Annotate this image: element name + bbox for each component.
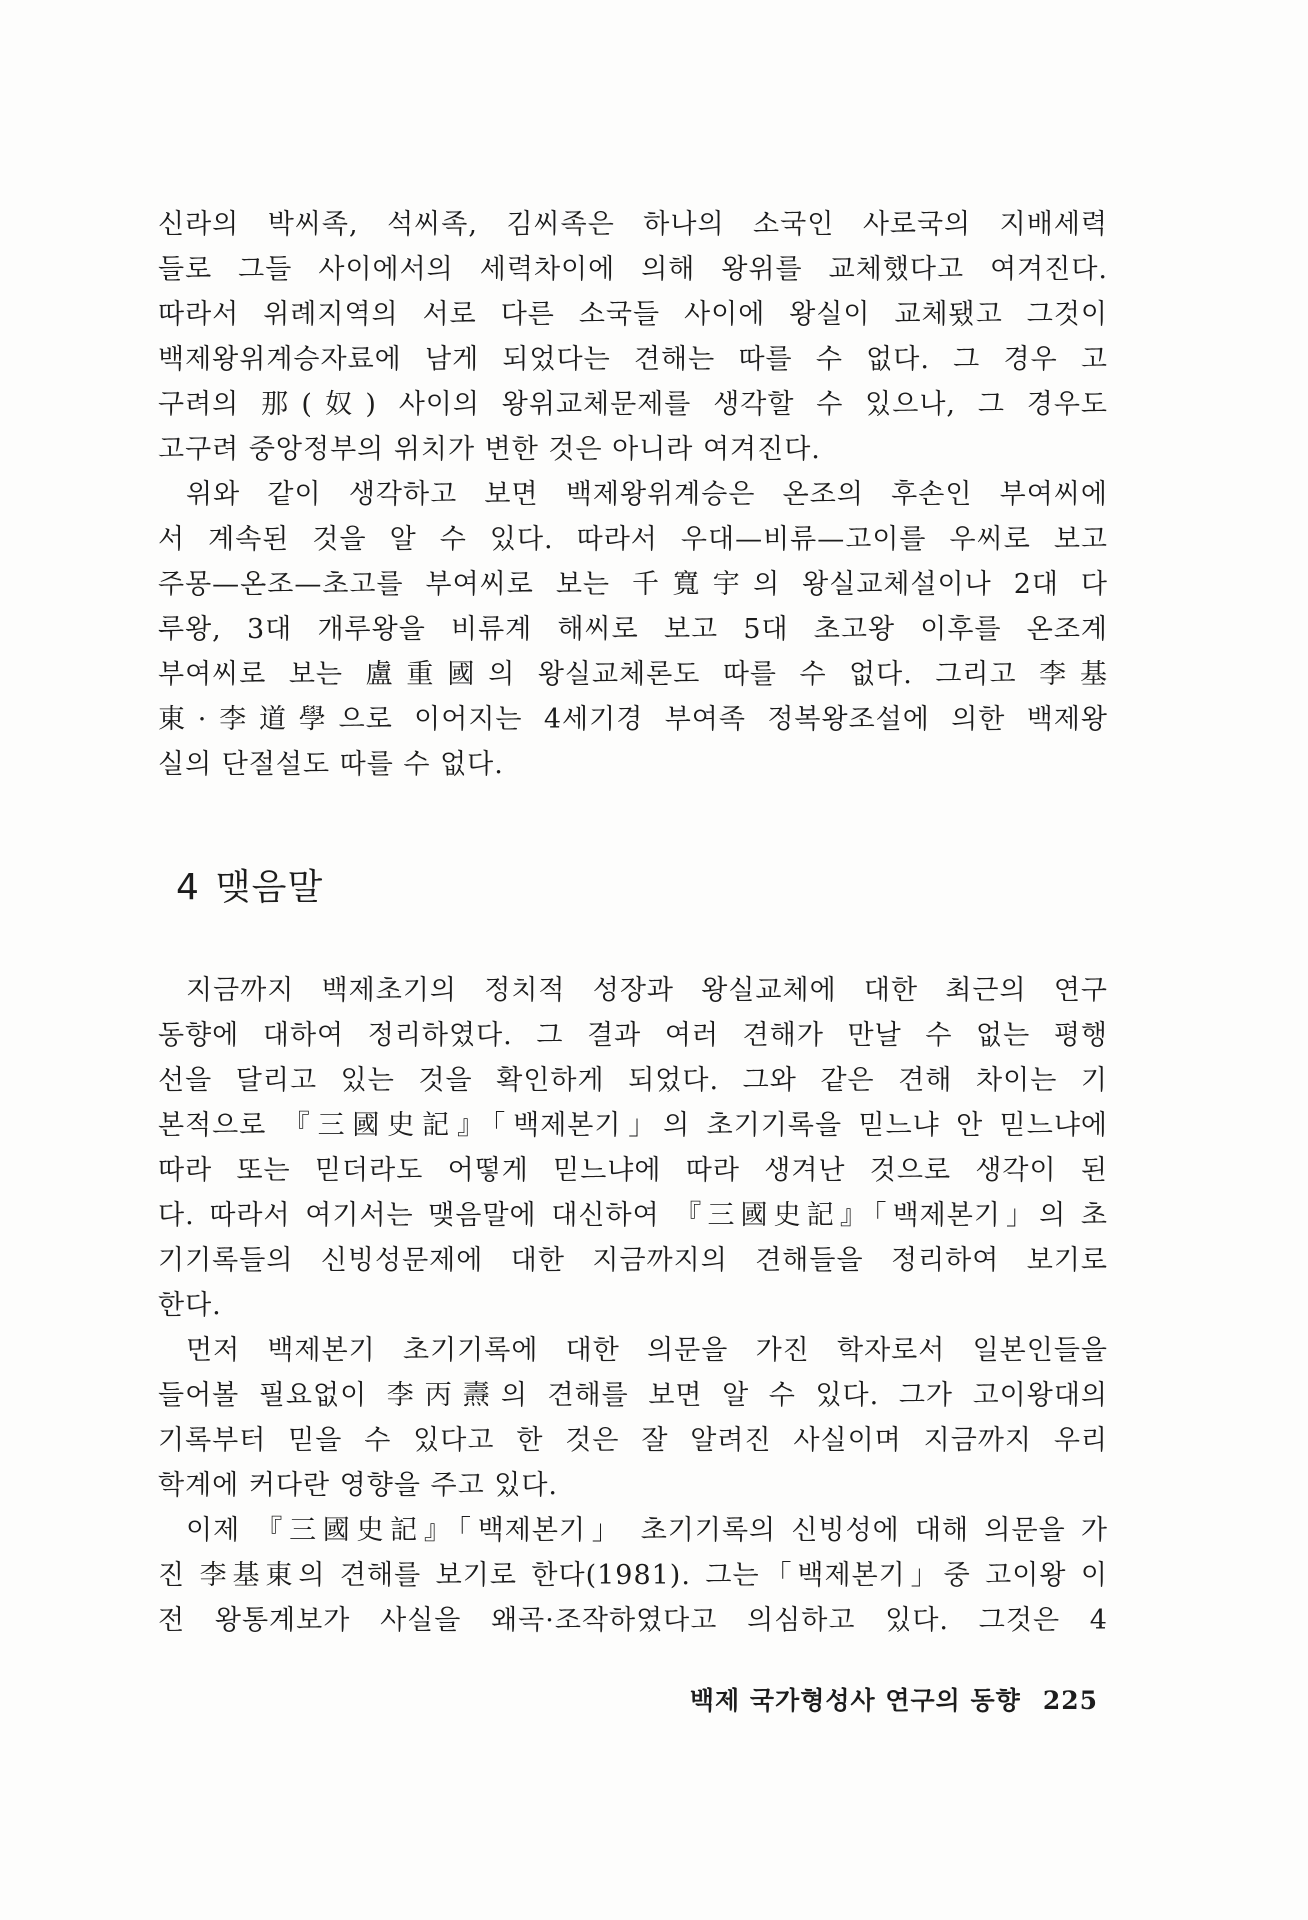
running-title: 백제 국가형성사 연구의 동향 <box>689 1686 1021 1715</box>
body-text-bottom <box>158 968 1108 1643</box>
text-line: 동향에 대하여 정리하였다. 그 결과 여러 견해가 만날 수 없는 평행 <box>158 1020 1108 1051</box>
text-line: 신라의 박씨족, 석씨족, 김씨족은 하나의 소국인 사로국의 지배세력 <box>158 209 1108 240</box>
text-line: 기록부터 믿을 수 있다고 한 것은 잘 알려진 사실이며 지금까지 우리 <box>158 1425 1108 1456</box>
text-line: 들어볼 필요없이 李丙燾의 견해를 보면 알 수 있다. 그가 고이왕대의 <box>158 1380 1108 1411</box>
text-line: 한다. <box>158 1290 222 1321</box>
text-line: 서 계속된 것을 알 수 있다. 따라서 우대—비류—고이를 우씨로 보고 <box>158 524 1108 555</box>
text-line: 들로 그들 사이에서의 세력차이에 의해 왕위를 교체했다고 여겨진다. <box>158 254 1108 285</box>
text-line: 진 李基東의 견해를 보기로 한다(1981). 그는「백제본기」중 고이왕 이 <box>158 1560 1108 1591</box>
section-title: 맺음말 <box>215 867 324 908</box>
text-line: 기기록들의 신빙성문제에 대한 지금까지의 견해들을 정리하여 보기로 <box>158 1245 1108 1276</box>
text-line: 전 왕통계보가 사실을 왜곡·조작하였다고 의심하고 있다. 그것은 4 <box>158 1605 1108 1636</box>
text-line: 구려의 那(奴) 사이의 왕위교체문제를 생각할 수 있으나, 그 경우도 <box>158 389 1108 420</box>
text-line: 따라 또는 믿더라도 어떻게 믿느냐에 따라 생겨난 것으로 생각이 된 <box>158 1155 1108 1186</box>
text-line: 루왕, 3대 개루왕을 비류계 해씨로 보고 5대 초고왕 이후를 온조계 <box>158 614 1108 645</box>
section-number: 4 <box>176 867 200 908</box>
page-footer <box>690 1685 1098 1717</box>
text-line: 먼저 백제본기 초기기록에 대한 의문을 가진 학자로서 일본인들을 <box>186 1335 1108 1366</box>
text-line: 선을 달리고 있는 것을 확인하게 되었다. 그와 같은 견해 차이는 기 <box>158 1065 1108 1096</box>
text-line: 실의 단절설도 따를 수 없다. <box>158 749 504 780</box>
text-line: 주몽—온조—초고를 부여씨로 보는 千寬宇의 왕실교체설이나 2대 다 <box>158 569 1108 600</box>
page-number: 225 <box>1042 1686 1098 1715</box>
text-line: 東·李道學으로 이어지는 4세기경 부여족 정복왕조설에 의한 백제왕 <box>158 704 1109 735</box>
text-line: 다. 따라서 여기서는 맺음말에 대신하여 『三國史記』「백제본기」의 초 <box>158 1200 1108 1231</box>
text-line: 학계에 커다란 영향을 주고 있다. <box>158 1470 558 1501</box>
text-line: 따라서 위례지역의 서로 다른 소국들 사이에 왕실이 교체됐고 그것이 <box>158 299 1108 330</box>
text-line: 부여씨로 보는 盧重國의 왕실교체론도 따를 수 없다. 그리고 李基 <box>158 659 1108 690</box>
section-heading <box>176 866 323 910</box>
text-line: 위와 같이 생각하고 보면 백제왕위계승은 온조의 후손인 부여씨에 <box>186 479 1108 510</box>
text-line: 고구려 중앙정부의 위치가 변한 것은 아니라 여겨진다. <box>158 434 821 465</box>
body-text-top <box>158 202 1108 787</box>
text-line: 이제 『三國史記』「백제본기」 초기기록의 신빙성에 대해 의문을 가 <box>186 1515 1108 1546</box>
text-line: 본적으로 『三國史記』「백제본기」의 초기기록을 믿느냐 안 믿느냐에 <box>158 1110 1108 1141</box>
text-line: 백제왕위계승자료에 남게 되었다는 견해는 따를 수 없다. 그 경우 고 <box>158 344 1108 375</box>
text-line: 지금까지 백제초기의 정치적 성장과 왕실교체에 대한 최근의 연구 <box>186 975 1108 1006</box>
